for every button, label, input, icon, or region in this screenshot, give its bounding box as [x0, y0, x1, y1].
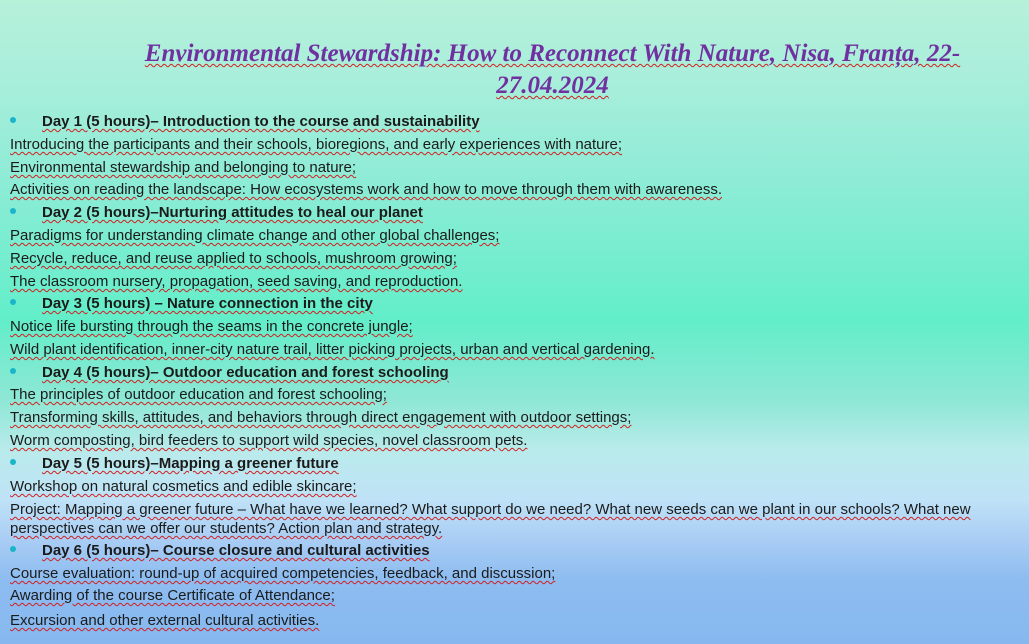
day-5-heading — [10, 455, 339, 473]
bullet-icon — [10, 117, 16, 123]
day-2-heading-text: Day 2 (5 hours)–Nurturing attitudes to heal our planet — [42, 204, 423, 221]
day-3-heading-text: Day 3 (5 hours) – Nature connection in the city — [42, 295, 373, 312]
bullet-icon — [10, 368, 16, 374]
day-6-heading — [10, 542, 430, 560]
day-4-item-2: Transforming skills, attitudes, and behaviors through direct engagement with outdoor settings; — [10, 409, 632, 426]
day-3-heading — [10, 295, 373, 313]
day-1-item-3: Activities on reading the landscape: How ecosystems work and how to move through them with awareness. — [10, 181, 723, 198]
day-4-heading — [10, 364, 449, 382]
day-4-item-1: The principles of outdoor education and forest schooling; — [10, 386, 387, 403]
day-2-item-1: Paradigms for understanding climate change and other global challenges; — [10, 227, 500, 244]
day-4-item-3: Worm composting, bird feeders to support wild species, novel classroom pets. — [10, 432, 528, 449]
day-2-item-3: The classroom nursery, propagation, seed saving, and reproduction. — [10, 273, 463, 290]
day-1-item-1: Introducing the participants and their schools, bioregions, and early experiences with nature; — [10, 136, 623, 153]
day-1-heading-text: Day 1 (5 hours)– Introduction to the course and sustainability — [42, 113, 480, 130]
bullet-icon — [10, 299, 16, 305]
day-6-item-2: Awarding of the course Certificate of Attendance; — [10, 587, 335, 604]
day-3-item-2: Wild plant identification, inner-city nature trail, litter picking projects, urban and vertical gardening. — [10, 341, 655, 358]
day-6-item-3: Excursion and other external cultural activities. — [10, 612, 320, 629]
day-5-item-1: Workshop on natural cosmetics and edible skincare; — [10, 478, 357, 495]
day-5-item-2: Project: Mapping a greener future – What have we learned? What support do we need? What new seeds can we plant in our schools? What new perspectives can we offer our students? Action plan and strategy. — [10, 501, 971, 537]
day-1-heading — [10, 113, 480, 131]
day-4-heading-text: Day 4 (5 hours)– Outdoor education and forest schooling — [42, 364, 449, 381]
day-3-item-1: Notice life bursting through the seams in the concrete jungle; — [10, 318, 413, 335]
bullet-icon — [10, 459, 16, 465]
day-5-heading-text: Day 5 (5 hours)–Mapping a greener future — [42, 455, 339, 472]
day-1-item-2: Environmental stewardship and belonging to nature; — [10, 159, 357, 176]
day-6-item-1: Course evaluation: round-up of acquired competencies, feedback, and discussion; — [10, 565, 556, 582]
day-2-item-2: Recycle, reduce, and reuse applied to schools, mushroom growing; — [10, 250, 457, 267]
bullet-icon — [10, 208, 16, 214]
document-title: Environmental Stewardship: How to Reconnect With Nature, Nisa, Franța, 22-27.04.2024 — [144, 40, 961, 99]
day-2-heading — [10, 204, 423, 222]
bullet-icon — [10, 546, 16, 552]
day-6-heading-text: Day 6 (5 hours)– Course closure and cultural activities — [42, 542, 430, 559]
